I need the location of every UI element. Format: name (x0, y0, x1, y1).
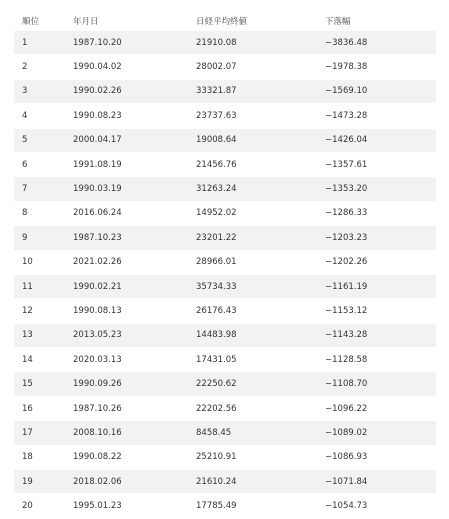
close-cell: 35734.33 (196, 281, 237, 292)
close-cell: 19008.64 (196, 135, 237, 146)
rank-cell: 10 (22, 257, 33, 268)
drop-cell: −1357.61 (325, 159, 368, 170)
header-date: 年月日 (73, 16, 99, 27)
date-cell: 1990.09.26 (73, 379, 122, 390)
date-cell: 1995.01.23 (73, 501, 122, 512)
rank-cell: 2 (22, 62, 28, 73)
date-cell: 2013.05.23 (73, 330, 122, 341)
drop-cell: −1086.93 (325, 452, 368, 463)
drop-cell: −3836.48 (325, 37, 368, 48)
date-cell: 1991.08.19 (73, 159, 122, 170)
drop-cell: −1203.23 (325, 232, 368, 243)
rank-cell: 20 (22, 501, 33, 512)
rank-cell: 13 (22, 330, 33, 341)
close-cell: 21456.76 (196, 159, 237, 170)
header-rank: 順位 (22, 16, 40, 27)
close-cell: 31263.24 (196, 184, 237, 195)
close-cell: 17431.05 (196, 354, 237, 365)
rank-cell: 6 (22, 159, 28, 170)
date-cell: 1990.08.22 (73, 452, 122, 463)
close-cell: 14483.98 (196, 330, 237, 341)
close-cell: 25210.91 (196, 452, 237, 463)
table-row (14, 226, 436, 250)
date-cell: 1990.08.23 (73, 110, 122, 121)
rank-cell: 8 (22, 208, 28, 219)
table-row (14, 55, 436, 79)
table-row (14, 299, 436, 323)
table-row (14, 104, 436, 128)
close-cell: 21610.24 (196, 476, 237, 487)
close-cell: 28002.07 (196, 62, 237, 73)
rank-cell: 19 (22, 476, 33, 487)
drop-cell: −1569.10 (325, 86, 368, 97)
table-row (14, 128, 436, 152)
date-cell: 1990.08.13 (73, 305, 122, 316)
rank-cell: 16 (22, 403, 33, 414)
close-cell: 22250.62 (196, 379, 237, 390)
close-cell: 23737.63 (196, 110, 237, 121)
rank-cell: 1 (22, 37, 28, 48)
rank-cell: 5 (22, 135, 28, 146)
rank-cell: 12 (22, 305, 33, 316)
table-row (14, 274, 436, 298)
table-row (14, 421, 436, 445)
close-cell: 8458.45 (196, 427, 232, 438)
date-cell: 1987.10.26 (73, 403, 122, 414)
table-row (14, 152, 436, 176)
drop-cell: −1202.26 (325, 257, 368, 268)
table-row (14, 201, 436, 225)
close-cell: 26176.43 (196, 305, 237, 316)
table-row (14, 31, 436, 55)
close-cell: 14952.02 (196, 208, 237, 219)
drop-cell: −1054.73 (325, 501, 368, 512)
table-row (14, 494, 436, 518)
table-row (14, 79, 436, 103)
drop-cell: −1153.12 (325, 305, 368, 316)
date-cell: 1987.10.23 (73, 232, 122, 243)
table-row (14, 348, 436, 372)
nikkei-drop-ranking-table (14, 10, 436, 519)
date-cell: 1990.04.02 (73, 62, 122, 73)
header-drop: 下落幅 (325, 16, 351, 27)
rank-cell: 14 (22, 354, 33, 365)
table-row (14, 250, 436, 274)
rank-cell: 17 (22, 427, 33, 438)
rank-cell: 15 (22, 379, 33, 390)
close-cell: 33321.87 (196, 86, 237, 97)
date-cell: 1987.10.20 (73, 37, 122, 48)
rank-cell: 18 (22, 452, 33, 463)
rank-cell: 7 (22, 184, 28, 195)
rank-cell: 9 (22, 232, 28, 243)
drop-cell: −1096.22 (325, 403, 368, 414)
table-body (14, 31, 436, 518)
table-row (14, 323, 436, 347)
drop-cell: −1161.19 (325, 281, 368, 292)
drop-cell: −1071.84 (325, 476, 368, 487)
drop-cell: −1473.28 (325, 110, 368, 121)
date-cell: 2016.06.24 (73, 208, 122, 219)
header-close: 日経平均終値 (196, 16, 248, 27)
table-row (14, 470, 436, 494)
date-cell: 1990.03.19 (73, 184, 122, 195)
table-row (14, 177, 436, 201)
drop-cell: −1286.33 (325, 208, 368, 219)
drop-cell: −1426.04 (325, 135, 368, 146)
drop-cell: −1128.58 (325, 354, 368, 365)
date-cell: 2020.03.13 (73, 354, 122, 365)
date-cell: 1990.02.26 (73, 86, 122, 97)
drop-cell: −1143.28 (325, 330, 368, 341)
header-row (14, 10, 436, 31)
table-row (14, 396, 436, 420)
table-row (14, 445, 436, 469)
date-cell: 2021.02.26 (73, 257, 122, 268)
close-cell: 23201.22 (196, 232, 237, 243)
close-cell: 28966.01 (196, 257, 237, 268)
close-cell: 17785.49 (196, 501, 237, 512)
date-cell: 2000.04.17 (73, 135, 122, 146)
drop-cell: −1108.70 (325, 379, 368, 390)
rank-cell: 11 (22, 281, 33, 292)
drop-cell: −1089.02 (325, 427, 368, 438)
rank-cell: 4 (22, 110, 28, 121)
drop-cell: −1353.20 (325, 184, 368, 195)
table-header (14, 10, 436, 31)
date-cell: 2008.10.16 (73, 427, 122, 438)
date-cell: 1990.02.21 (73, 281, 122, 292)
table-row (14, 372, 436, 396)
close-cell: 22202.56 (196, 403, 237, 414)
rank-cell: 3 (22, 86, 28, 97)
date-cell: 2018.02.06 (73, 476, 122, 487)
drop-cell: −1978.38 (325, 62, 368, 73)
ranking-table-container (14, 10, 436, 519)
close-cell: 21910.08 (196, 37, 237, 48)
